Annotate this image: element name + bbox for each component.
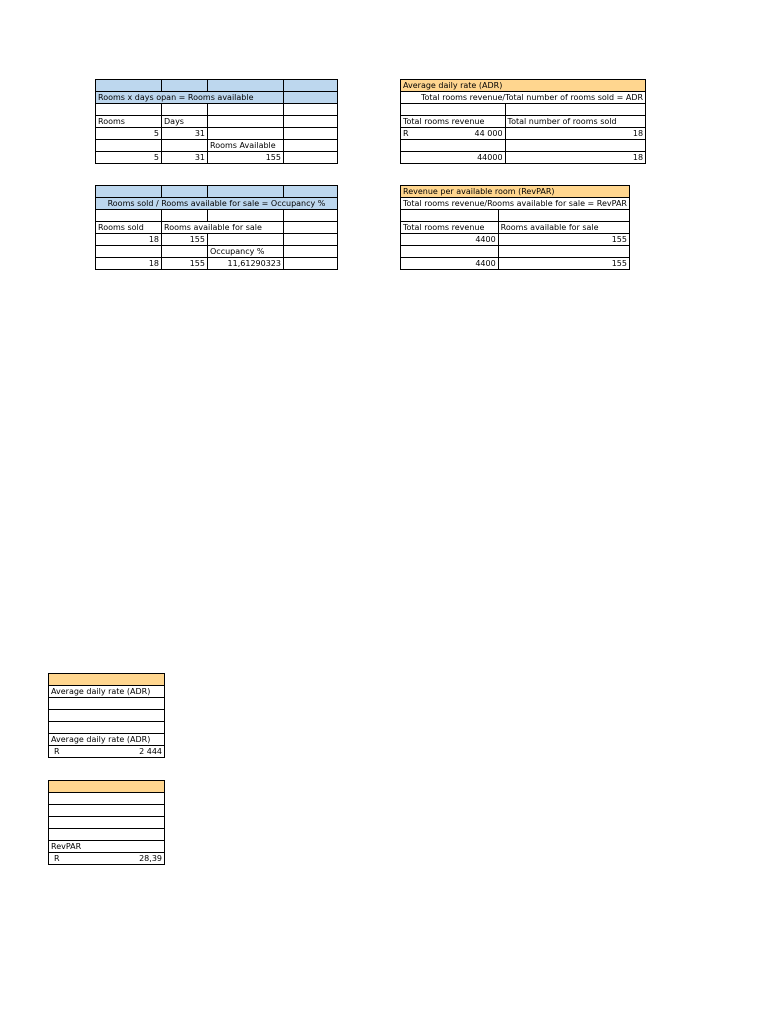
spreadsheet-cell[interactable] — [162, 186, 208, 198]
rooms-available-table — [95, 79, 338, 164]
spreadsheet-cell[interactable] — [162, 104, 208, 116]
adr-result-header[interactable]: Average daily rate (ADR) — [49, 686, 165, 698]
adr-revenue-cell[interactable] — [401, 128, 506, 140]
spreadsheet-cell[interactable] — [284, 186, 338, 198]
spreadsheet-cell[interactable] — [96, 246, 162, 258]
spreadsheet-cell[interactable] — [505, 104, 646, 116]
spreadsheet-cell[interactable] — [208, 116, 284, 128]
revpar-available-value-2[interactable]: 155 — [498, 258, 629, 270]
spreadsheet-cell[interactable] — [49, 781, 165, 793]
total-rooms-revenue-value: 44 000 — [474, 129, 503, 138]
revpar-formula[interactable]: Total rooms revenue/Rooms available for sale = RevPAR — [401, 198, 630, 210]
spreadsheet-cell[interactable] — [284, 246, 338, 258]
revpar-revenue-value-2[interactable]: 4400 — [401, 258, 499, 270]
total-rooms-sold-value-2[interactable]: 18 — [505, 152, 646, 164]
adr-result-table — [48, 673, 165, 758]
days-value[interactable]: 31 — [162, 128, 208, 140]
spreadsheet-cell[interactable] — [49, 805, 165, 817]
spreadsheet-cell[interactable] — [208, 104, 284, 116]
spreadsheet-cell[interactable] — [284, 92, 338, 104]
adr-formula[interactable]: Total rooms revenue/Total number of rooms sold = ADR — [401, 92, 646, 104]
total-rooms-revenue-value-2[interactable]: 44000 — [401, 152, 506, 164]
adr-table — [400, 79, 646, 164]
spreadsheet-cell[interactable] — [401, 140, 506, 152]
spreadsheet-cell[interactable] — [208, 128, 284, 140]
adr-result-value: 2 444 — [139, 747, 162, 756]
rooms-available-for-sale-value-2[interactable]: 155 — [162, 258, 208, 270]
currency-label: R — [403, 129, 409, 138]
spreadsheet-cell[interactable] — [208, 80, 284, 92]
spreadsheet-cell[interactable] — [505, 140, 646, 152]
spreadsheet-cell[interactable] — [284, 258, 338, 270]
revpar-result-currency: R — [54, 854, 60, 863]
rooms-sold-value[interactable]: 18 — [96, 234, 162, 246]
occupancy-table — [95, 185, 338, 270]
revpar-available-label[interactable]: Rooms available for sale — [498, 222, 629, 234]
revpar-title[interactable]: Revenue per available room (RevPAR) — [401, 186, 630, 198]
revpar-result-label[interactable]: RevPAR — [49, 841, 165, 853]
rooms-available-for-sale-label[interactable]: Rooms available for sale — [162, 222, 284, 234]
spreadsheet-cell[interactable] — [49, 698, 165, 710]
revpar-revenue-value[interactable]: 4400 — [401, 234, 499, 246]
occupancy-formula[interactable]: Rooms sold / Rooms available for sale = Occupancy % — [96, 198, 338, 210]
spreadsheet-cell[interactable] — [162, 80, 208, 92]
spreadsheet-cell[interactable] — [208, 234, 284, 246]
rooms-sold-label[interactable]: Rooms sold — [96, 222, 162, 234]
spreadsheet-cell[interactable] — [49, 674, 165, 686]
days-value-2[interactable]: 31 — [162, 152, 208, 164]
rooms-available-result[interactable]: 155 — [208, 152, 284, 164]
spreadsheet-cell[interactable] — [284, 116, 338, 128]
total-rooms-sold-label[interactable]: Total number of rooms sold — [505, 116, 646, 128]
total-rooms-sold-value[interactable]: 18 — [505, 128, 646, 140]
revpar-result-cell[interactable] — [49, 853, 165, 865]
rooms-label[interactable]: Rooms — [96, 116, 162, 128]
revpar-result-table — [48, 780, 165, 865]
spreadsheet-cell[interactable] — [49, 829, 165, 841]
spreadsheet-cell[interactable] — [49, 793, 165, 805]
occupancy-label[interactable]: Occupancy % — [208, 246, 284, 258]
spreadsheet-cell[interactable] — [49, 722, 165, 734]
spreadsheet-cell[interactable] — [208, 186, 284, 198]
spreadsheet-cell[interactable] — [96, 104, 162, 116]
adr-result-label[interactable]: Average daily rate (ADR) — [49, 734, 165, 746]
rooms-sold-value-2[interactable]: 18 — [96, 258, 162, 270]
revpar-result-value: 28,39 — [139, 854, 162, 863]
spreadsheet-cell[interactable] — [284, 104, 338, 116]
adr-result-currency: R — [54, 747, 60, 756]
spreadsheet-cell[interactable] — [284, 152, 338, 164]
spreadsheet-cell[interactable] — [208, 210, 284, 222]
spreadsheet-cell[interactable] — [284, 234, 338, 246]
rooms-value[interactable]: 5 — [96, 128, 162, 140]
spreadsheet-cell[interactable] — [401, 210, 499, 222]
rooms-available-for-sale-value[interactable]: 155 — [162, 234, 208, 246]
spreadsheet-cell[interactable] — [498, 246, 629, 258]
spreadsheet-cell[interactable] — [284, 128, 338, 140]
spreadsheet-cell[interactable] — [96, 80, 162, 92]
occupancy-result[interactable]: 11,61290323 — [208, 258, 284, 270]
spreadsheet-cell[interactable] — [284, 80, 338, 92]
spreadsheet-cell[interactable] — [162, 246, 208, 258]
spreadsheet-cell[interactable] — [96, 140, 162, 152]
spreadsheet-cell[interactable] — [162, 140, 208, 152]
spreadsheet-cell[interactable] — [162, 210, 208, 222]
total-rooms-revenue-label[interactable]: Total rooms revenue — [401, 116, 506, 128]
spreadsheet-cell[interactable] — [96, 210, 162, 222]
days-label[interactable]: Days — [162, 116, 208, 128]
spreadsheet-cell[interactable] — [49, 817, 165, 829]
spreadsheet-cell[interactable] — [49, 710, 165, 722]
spreadsheet-cell[interactable] — [401, 246, 499, 258]
adr-result-cell[interactable] — [49, 746, 165, 758]
revpar-revenue-label[interactable]: Total rooms revenue — [401, 222, 499, 234]
spreadsheet-cell[interactable] — [498, 210, 629, 222]
rooms-available-label[interactable]: Rooms Available — [208, 140, 284, 152]
revpar-table — [400, 185, 630, 270]
spreadsheet-cell[interactable] — [401, 104, 506, 116]
rooms-value-2[interactable]: 5 — [96, 152, 162, 164]
adr-title[interactable]: Average daily rate (ADR) — [401, 80, 646, 92]
revpar-available-value[interactable]: 155 — [498, 234, 629, 246]
spreadsheet-cell[interactable] — [284, 222, 338, 234]
spreadsheet-cell[interactable] — [284, 140, 338, 152]
spreadsheet-cell[interactable] — [96, 186, 162, 198]
spreadsheet-cell[interactable] — [284, 210, 338, 222]
rooms-available-formula[interactable]: Rooms x days opan = Rooms available — [96, 92, 284, 104]
